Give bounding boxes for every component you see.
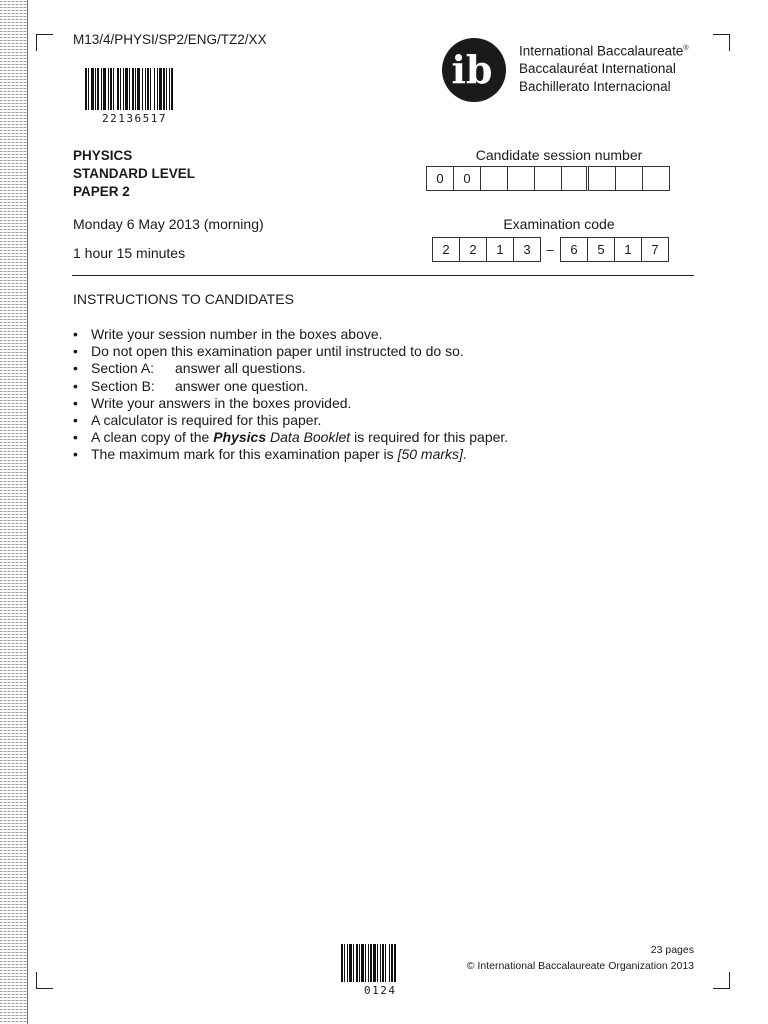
barcode-bar xyxy=(159,68,162,110)
session-digit-box[interactable] xyxy=(534,166,562,191)
barcode-bar xyxy=(169,68,170,110)
session-digit-box[interactable] xyxy=(480,166,508,191)
instruction-item xyxy=(73,360,508,377)
barcode-bar xyxy=(157,68,158,110)
barcode-bar xyxy=(171,68,173,110)
org-name-fr: Baccalauréat International xyxy=(519,61,676,76)
barcode-bar xyxy=(85,68,87,110)
barcode-bar xyxy=(108,68,109,110)
exam-code-digit-box: 2 xyxy=(459,237,487,262)
exam-duration: 1 hour 15 minutes xyxy=(73,245,186,261)
barcode-bar xyxy=(349,944,352,982)
paper-reference: M13/4/PHYSI/SP2/ENG/TZ2/XX xyxy=(73,32,267,47)
instruction-text: A calculator is required for this paper. xyxy=(91,412,322,429)
barcode-bar xyxy=(97,68,99,110)
subject-level: STANDARD LEVEL xyxy=(73,166,196,181)
footer-info xyxy=(467,942,694,974)
barcode-bar xyxy=(361,944,364,982)
barcode-bar xyxy=(101,68,102,110)
exam-code-separator: – xyxy=(546,242,554,257)
ib-logo xyxy=(441,37,507,103)
subject-name: PHYSICS xyxy=(73,148,133,163)
session-digit-box[interactable] xyxy=(642,166,670,191)
session-digit-box[interactable] xyxy=(561,166,589,191)
barcode-bar xyxy=(91,68,94,110)
instruction-item xyxy=(73,343,508,360)
barcode-bar xyxy=(123,68,124,110)
bullet-icon: • xyxy=(73,412,78,429)
barcode-bar xyxy=(370,944,372,982)
instruction-item xyxy=(73,326,508,343)
crop-mark-bottom-right xyxy=(713,972,730,989)
barcode-bar xyxy=(154,68,155,110)
instruction-text: Section B: answer one question. xyxy=(91,377,309,394)
header-divider xyxy=(72,275,694,276)
instruction-text: Do not open this examination paper until instructed to do so. xyxy=(91,343,464,360)
barcode-bar xyxy=(391,944,393,982)
ib-organization-names xyxy=(519,40,689,95)
barcode-bar xyxy=(145,68,146,110)
barcode-bar xyxy=(382,944,384,982)
barcode-bar xyxy=(88,68,89,110)
barcode-bar xyxy=(359,944,360,982)
session-digit-box[interactable] xyxy=(615,166,643,191)
instructions-list xyxy=(73,326,508,464)
footer-barcode xyxy=(341,944,427,982)
barcode-bar xyxy=(110,68,112,110)
barcode-bar xyxy=(129,68,130,110)
barcode-bar xyxy=(142,68,143,110)
examination-code-boxes xyxy=(432,237,668,262)
barcode-bar xyxy=(385,944,386,982)
org-name-es: Bachillerato Internacional xyxy=(519,78,671,94)
bullet-icon: • xyxy=(73,343,78,360)
barcode-bar xyxy=(389,944,390,982)
barcode-bar xyxy=(341,944,343,982)
instruction-text: A clean copy of the Physics Data Booklet is required for this paper. xyxy=(91,429,509,446)
instruction-item xyxy=(73,378,508,395)
instruction-text: The maximum mark for this examination paper is [50 marks]. xyxy=(91,446,467,463)
instruction-item xyxy=(73,412,508,429)
barcode-bar xyxy=(103,68,106,110)
crop-mark-bottom-left xyxy=(36,972,53,989)
barcode-bar xyxy=(356,944,358,982)
barcode-bar xyxy=(166,68,167,110)
bullet-icon: • xyxy=(73,429,78,446)
crop-mark-top-right xyxy=(713,34,730,51)
instruction-item xyxy=(73,395,508,412)
exam-date: Monday 6 May 2013 (morning) xyxy=(73,216,264,232)
session-digit-box[interactable]: 0 xyxy=(426,166,454,191)
header-barcode xyxy=(85,68,203,110)
exam-code-digit-box: 6 xyxy=(560,237,588,262)
instruction-text: Section A: answer all questions. xyxy=(91,360,306,377)
copyright: © International Baccalaureate Organization 2013 xyxy=(466,960,694,972)
subject-paper: PAPER 2 xyxy=(73,184,130,199)
crop-mark-top-left xyxy=(36,34,53,51)
instructions-title: INSTRUCTIONS TO CANDIDATES xyxy=(73,291,294,307)
session-digit-box[interactable] xyxy=(507,166,535,191)
exam-code-digit-box: 3 xyxy=(513,237,541,262)
page-count: 23 pages xyxy=(650,944,694,956)
barcode-bar xyxy=(113,68,114,110)
barcode-bar xyxy=(135,68,136,110)
exam-code-digit-box: 5 xyxy=(587,237,615,262)
barcode-bar xyxy=(117,68,119,110)
bullet-icon: • xyxy=(73,377,78,394)
session-digit-box[interactable]: 0 xyxy=(453,166,481,191)
registered-mark: ® xyxy=(683,45,689,52)
barcode-bar xyxy=(368,944,369,982)
exam-code-digit-box: 1 xyxy=(614,237,642,262)
instruction-item xyxy=(73,429,508,446)
org-name-en: International Baccalaureate xyxy=(519,43,684,59)
bullet-icon: • xyxy=(73,446,78,463)
exam-code-digit-box: 1 xyxy=(486,237,514,262)
candidate-session-boxes[interactable] xyxy=(426,166,669,191)
barcode-bar xyxy=(95,68,96,110)
barcode-bar xyxy=(120,68,121,110)
barcode-bar xyxy=(344,944,345,982)
barcode-bar xyxy=(125,68,128,110)
candidate-session-label: Candidate session number xyxy=(475,147,643,163)
instruction-item xyxy=(73,446,508,463)
header-barcode-number: 22136517 xyxy=(102,112,167,125)
ib-logo-text: ib xyxy=(451,47,493,92)
barcode-bar xyxy=(137,68,140,110)
barcode-bar xyxy=(377,944,378,982)
exam-code-digit-box: 7 xyxy=(641,237,669,262)
barcode-bar xyxy=(380,944,381,982)
footer-barcode-number: 0124 xyxy=(364,984,397,997)
instruction-text: Write your answers in the boxes provided. xyxy=(91,394,352,411)
exam-code-digit-box: 2 xyxy=(432,237,460,262)
page-edge-texture xyxy=(0,0,28,1024)
bullet-icon: • xyxy=(73,360,78,377)
barcode-bar xyxy=(353,944,354,982)
session-digit-box[interactable] xyxy=(588,166,616,191)
subject-block xyxy=(73,147,195,201)
bullet-icon: • xyxy=(73,394,78,411)
barcode-bar xyxy=(347,944,348,982)
bullet-icon: • xyxy=(73,326,78,342)
instruction-text: Write your session number in the boxes above. xyxy=(91,326,383,342)
barcode-bar xyxy=(132,68,134,110)
barcode-bar xyxy=(163,68,165,110)
barcode-bar xyxy=(147,68,149,110)
examination-code-label: Examination code xyxy=(503,216,615,232)
barcode-bar xyxy=(150,68,151,110)
barcode-bar xyxy=(365,944,366,982)
barcode-bar xyxy=(394,944,396,982)
barcode-bar xyxy=(373,944,376,982)
